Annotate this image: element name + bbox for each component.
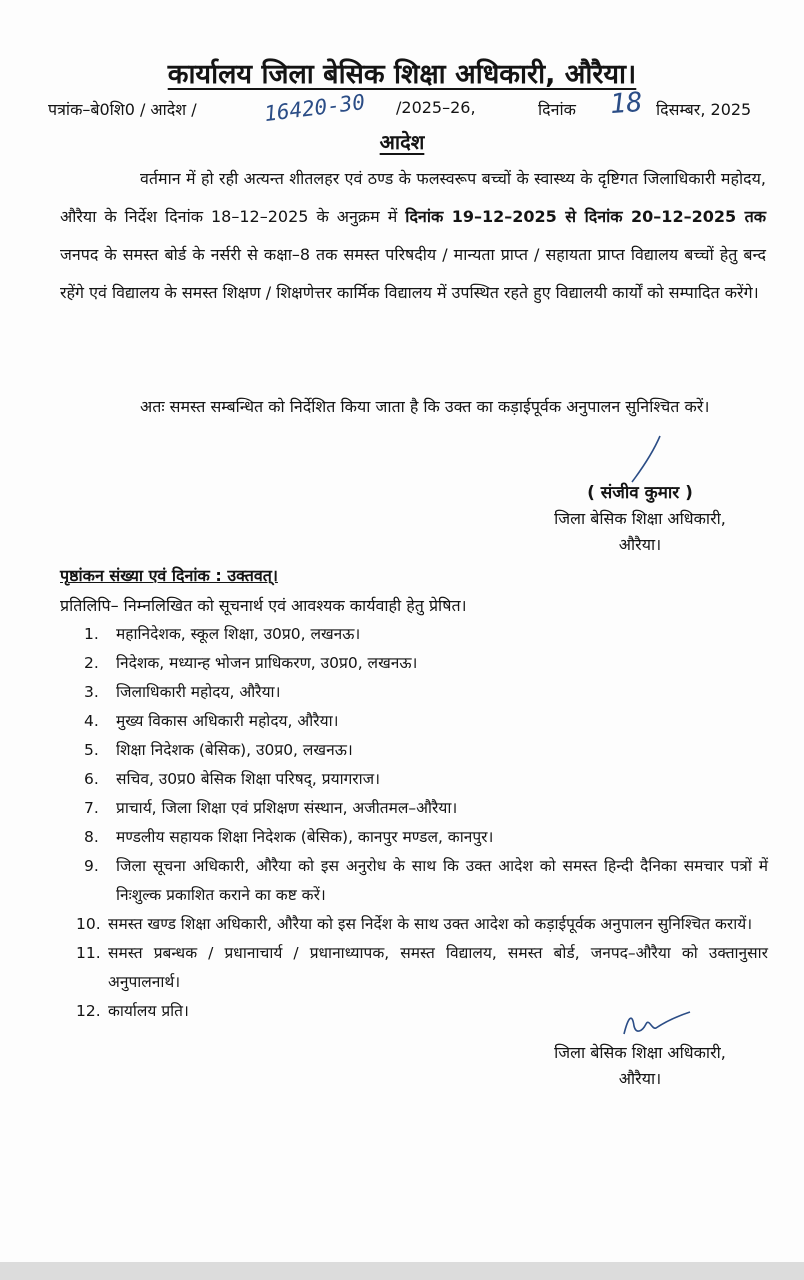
list-item: 2. निदेशक, मध्यान्ह भोजन प्राधिकरण, उ0प्र0, लखनऊ। <box>84 654 418 672</box>
list-item: 4. मुख्य विकास अधिकारी महोदय, औरैया। <box>84 712 339 730</box>
date-label: दिनांक <box>538 100 576 119</box>
endorsement-heading: पृष्ठांकन संख्या एवं दिनांक : उक्तवत्। <box>60 566 278 585</box>
para1-text-b: जनपद के समस्त बोर्ड के नर्सरी से कक्षा–8 तक समस्त परिषदीय / मान्यता प्राप्त / सहायता प्राप्त विद्यालय बच्चों हेतु बन्द रहेंगे एवं विद्यालय के समस्त शिक्षण / शिक्षणेत्तर कार्मिक विद्यालय में उपस्थित रहते हुए विद्यालयी कार्यों को सम्पादित करेंगे। <box>60 245 766 302</box>
officer-designation: जिला बेसिक शिक्षा अधिकारी, <box>554 509 726 528</box>
order-paragraph-2: अतः समस्त सम्बन्धित को निर्देशित किया जाता है कि उक्त का कड़ाईपूर्वक अनुपालन सुनिश्चित करें। <box>140 397 710 416</box>
list-item: 11. समस्त प्रबन्धक / प्रधानाचार्य / प्रधानाध्यापक, समस्त विद्यालय, समस्त बोर्ड, जनपद–औरैया को उक्तानुसार अनुपालनार्थ। <box>76 944 768 991</box>
order-paragraph-1 <box>60 160 766 312</box>
list-item: 5. शिक्षा निदेशक (बेसिक), उ0प्र0, लखनऊ। <box>84 741 353 759</box>
ref-number-handwritten: 16420-30 <box>262 89 367 127</box>
scan-bottom-edge <box>0 1262 804 1280</box>
signature-block-1 <box>520 480 760 558</box>
list-item: 7. प्राचार्य, जिला शिक्षा एवं प्रशिक्षण संस्थान, अजीतमल–औरैया। <box>84 799 458 817</box>
list-item: 12. कार्यालय प्रति। <box>76 1002 189 1020</box>
copy-recipient-list <box>76 620 768 1026</box>
signature-stroke-2 <box>618 1004 698 1044</box>
list-item: 10. समस्त खण्ड शिक्षा अधिकारी, औरैया को इस निर्देश के साथ उक्त आदेश को कड़ाईपूर्वक अनुपालन सुनिश्चित करायें। <box>76 915 753 933</box>
para1-date-range: दिनांक 19–12–2025 से दिनांक 20–12–2025 तक <box>405 207 767 226</box>
list-item: 3. जिलाधिकारी महोदय, औरैया। <box>84 683 281 701</box>
signature-block-2 <box>520 1040 760 1092</box>
office-title: कार्यालय जिला बेसिक शिक्षा अधिकारी, औरैया। <box>167 59 637 90</box>
date-rest: दिसम्बर, 2025 <box>656 100 752 119</box>
officer-designation-2: जिला बेसिक शिक्षा अधिकारी, <box>554 1043 726 1062</box>
para1-text-a: वर्तमान में हो रही अत्यन्त शीतलहर एवं ठण्ड के फलस्वरूप बच्चों के स्वास्थ्य के दृष्टिगत जिलाधिकारी महोदय, औरैया के निर्देश दिनांक 18–12–2025 के अनुक्रम में <box>60 169 766 226</box>
list-item: 9. जिला सूचना अधिकारी, औरैया को इस अनुरोध के साथ कि उक्त आदेश को समस्त हिन्दी दैनिका समचार पत्रों में निःशुल्क प्रकाशित कराने का कष्ट करें। <box>84 857 768 904</box>
officer-place-2: औरैया। <box>618 1069 662 1088</box>
date-day-handwritten: 18 <box>608 86 644 121</box>
copy-intro: प्रतिलिपि– निम्नलिखित को सूचनार्थ एवं आवश्यक कार्यवाही हेतु प्रेषित। <box>60 596 467 615</box>
reference-line <box>48 86 768 128</box>
list-item: 1. महानिदेशक, स्कूल शिक्षा, उ0प्र0, लखनऊ। <box>84 625 361 643</box>
officer-place: औरैया। <box>618 535 662 554</box>
officer-name: ( संजीव कुमार ) <box>587 483 693 503</box>
list-item: 6. सचिव, उ0प्र0 बेसिक शिक्षा परिषद्, प्रयागराज। <box>84 770 381 788</box>
order-heading: आदेश <box>379 130 425 154</box>
ref-suffix: /2025–26, <box>396 98 476 117</box>
list-item: 8. मण्डलीय सहायक शिक्षा निदेशक (बेसिक), कानपुर मण्डल, कानपुर। <box>84 828 494 846</box>
ref-prefix: पत्रांक–बे0शि0 / आदेश / <box>48 100 197 119</box>
